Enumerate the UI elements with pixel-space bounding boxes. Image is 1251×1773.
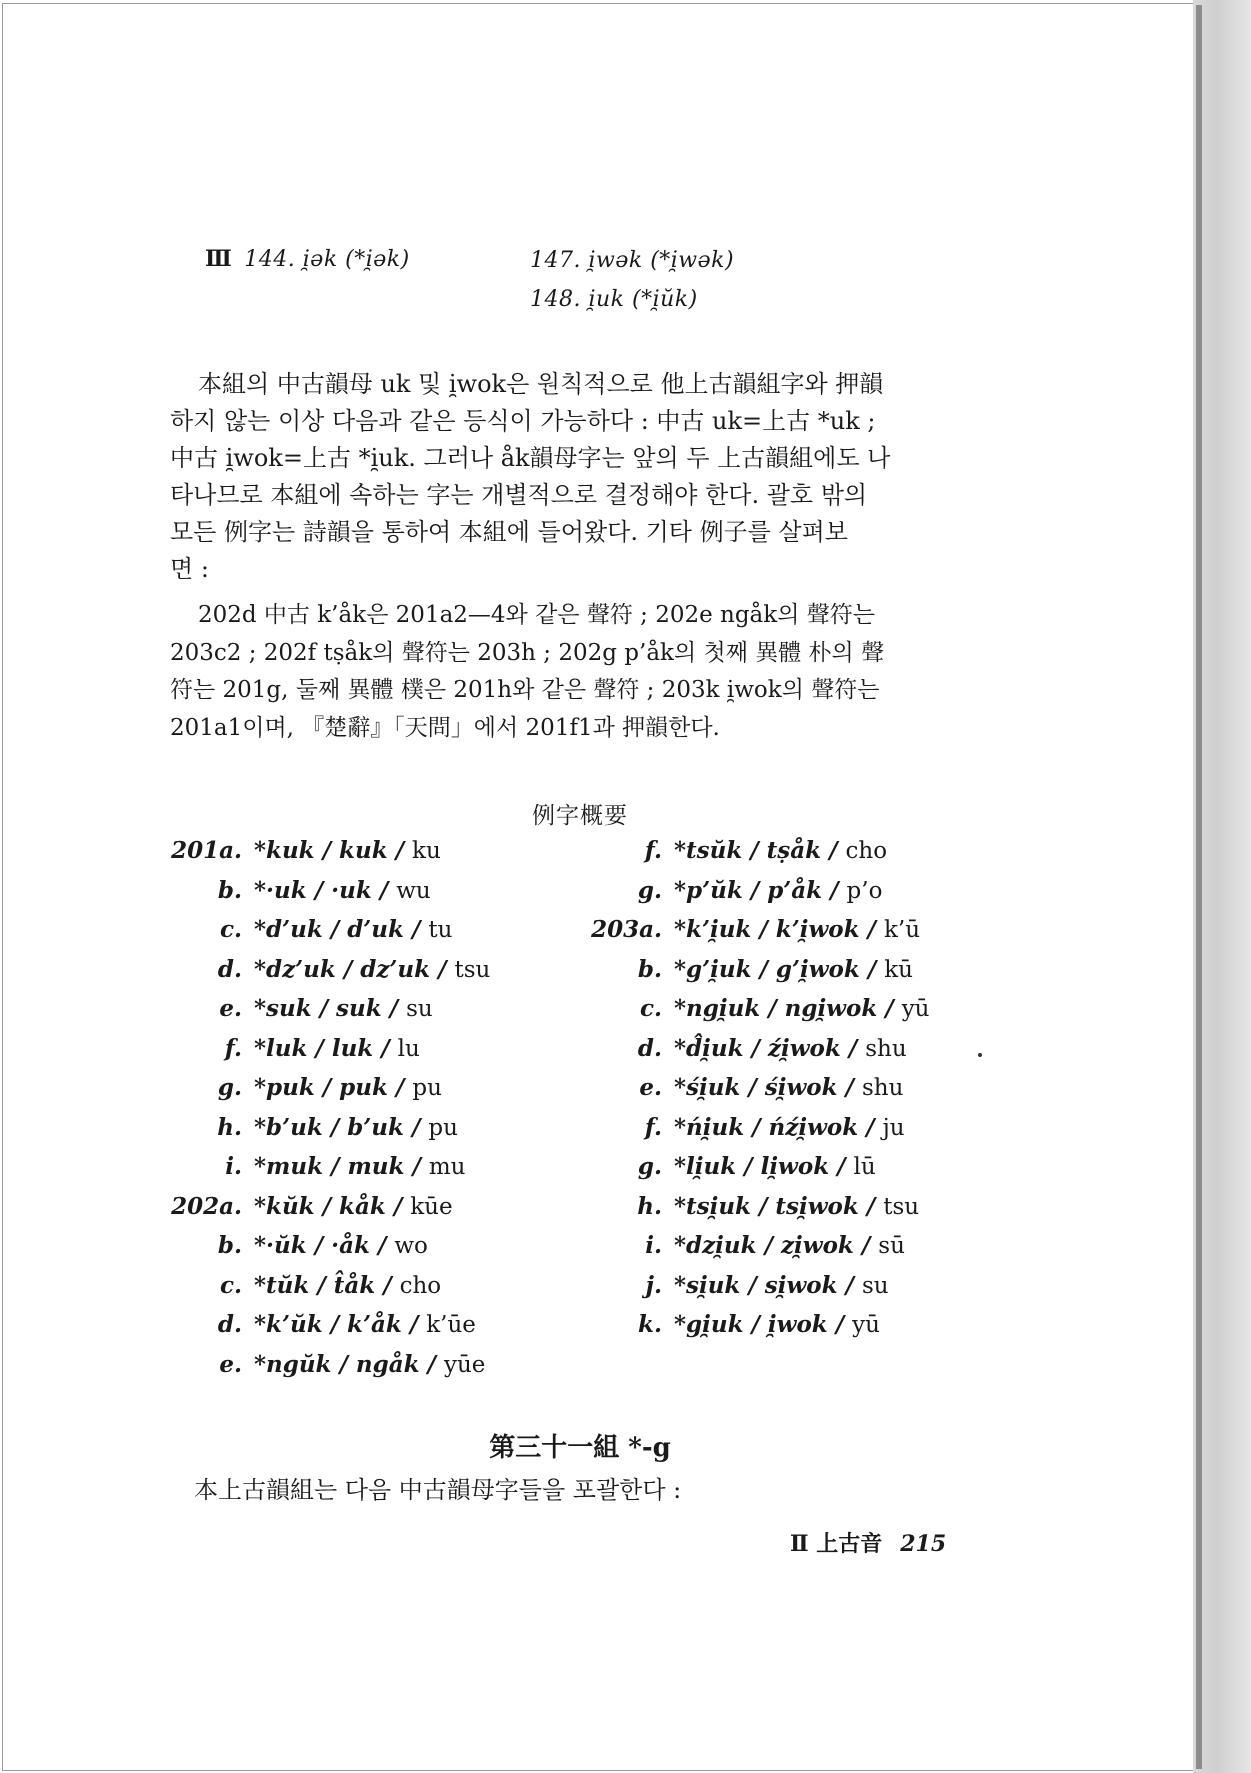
example-item: [580, 1068, 930, 1108]
example-modern-reading: yūe: [443, 1351, 486, 1378]
example-label: i.: [645, 1232, 662, 1259]
example-modern-reading: lu: [397, 1035, 420, 1062]
example-item: [160, 1226, 490, 1266]
example-modern-reading: yū: [901, 996, 930, 1022]
example-modern-reading: sū: [878, 1233, 905, 1259]
example-forms: *kuk / kuk /: [254, 837, 413, 864]
example-item: [580, 1029, 930, 1069]
example-label: b.: [217, 1232, 242, 1259]
paragraph-line: 타나므로 本組에 속하는 字는 개별적으로 결정해야 한다. 괄호 밖의: [170, 481, 868, 509]
example-item: [160, 1068, 490, 1108]
example-item: [160, 1187, 490, 1227]
example-forms: *kŭk / kåk /: [254, 1192, 411, 1220]
example-modern-reading: k’ū: [883, 917, 921, 943]
example-label: b.: [217, 876, 242, 904]
paragraph-notes: [170, 597, 986, 747]
example-forms: *·ŭk / ·åk /: [254, 1232, 395, 1259]
example-modern-reading: cho: [399, 1272, 442, 1299]
example-modern-reading: tu: [428, 917, 453, 943]
example-modern-reading: wu: [396, 877, 431, 904]
example-item: [580, 1187, 930, 1227]
example-forms: *k’ŭk / k’åk /: [254, 1311, 427, 1338]
example-forms: *·uk / ·uk /: [254, 876, 397, 904]
example-label: c.: [219, 916, 242, 943]
example-forms: *d’uk / d’uk /: [254, 916, 429, 943]
example-forms: *puk / puk /: [254, 1074, 413, 1101]
example-modern-reading: mu: [428, 1154, 466, 1180]
section-intro: 本上古韻組는 다음 中古韻母字들을 포괄한다 :: [194, 1476, 682, 1504]
example-forms: *ngŭk / ngåk /: [254, 1350, 444, 1378]
example-item: [580, 871, 930, 911]
example-modern-reading: su: [406, 996, 433, 1022]
example-forms: *dz’uk / dz’uk /: [254, 955, 455, 983]
example-forms: *gi̯uk / i̯wok /: [674, 1311, 853, 1338]
examples-title: 例字概要: [532, 803, 628, 829]
example-modern-reading: k’ūe: [426, 1312, 476, 1338]
example-forms: *tsŭk / tṣåk /: [674, 837, 846, 864]
example-label: 201a.: [171, 837, 242, 864]
example-modern-reading: wo: [394, 1233, 428, 1259]
example-modern-reading: pu: [428, 1114, 458, 1141]
example-item: [160, 1147, 490, 1187]
example-forms: *k’i̯uk / k’i̯wok /: [674, 916, 884, 943]
example-label: g.: [217, 1074, 242, 1101]
example-label: 203a.: [591, 916, 662, 943]
example-item: [580, 1108, 930, 1148]
paragraph-line: 하지 않는 이상 다음과 같은 등식이 가능하다 : 中古 uk=上古 *uk ;: [170, 407, 876, 435]
example-label: d.: [217, 1311, 242, 1338]
example-modern-reading: cho: [845, 838, 888, 864]
example-label: f.: [644, 1113, 662, 1141]
paragraph-line: 符는 201g, 둘째 異體 樸은 201h와 같은 聲符 ; 203k i̯wok의 聲符는: [170, 677, 880, 703]
example-label: k.: [638, 1311, 662, 1338]
paragraph-line: 모든 例字는 詩韻을 통하여 本組에 들어왔다. 기타 例子를 살펴보: [170, 518, 848, 546]
example-item: [580, 1147, 930, 1187]
example-modern-reading: tsu: [454, 956, 491, 983]
example-modern-reading: shu: [861, 1075, 904, 1101]
example-modern-reading: yū: [852, 1312, 880, 1338]
example-label: f.: [644, 837, 662, 864]
example-item: [580, 989, 930, 1029]
example-item: [160, 1266, 490, 1306]
example-item: [160, 1305, 490, 1345]
header-entry-148: 148. i̯uk (*i̯ŭk): [530, 287, 698, 312]
stray-mark: [978, 1053, 982, 1057]
example-item: [160, 831, 490, 871]
example-label: c.: [639, 995, 662, 1022]
example-forms: *g’i̯uk / g’i̯wok /: [674, 955, 885, 983]
example-label: f.: [224, 1034, 242, 1062]
example-modern-reading: lū: [853, 1154, 876, 1180]
examples-left-column: [160, 831, 490, 1384]
roman-numeral: Ⅲ: [205, 246, 233, 272]
paragraph-line: 면 :: [170, 555, 209, 583]
paragraph-line: 本組의 中古韻母 uk 및 i̯wok은 원칙적으로 他上古韻組字와 押韻: [198, 370, 884, 398]
example-label: e.: [639, 1074, 662, 1101]
example-modern-reading: pu: [412, 1075, 442, 1101]
example-item: [160, 1345, 490, 1385]
example-item: [160, 950, 490, 990]
example-forms: *luk / luk /: [254, 1034, 398, 1062]
example-modern-reading: kū: [884, 956, 913, 983]
example-modern-reading: shu: [865, 1035, 907, 1062]
example-label: g.: [637, 876, 662, 904]
example-label: b.: [637, 955, 662, 983]
example-forms: *li̯uk / li̯wok /: [674, 1153, 854, 1180]
example-label: d.: [217, 955, 242, 983]
header-entry-144: 144. i̯ək (*i̯ək): [244, 247, 410, 272]
example-item: [580, 1266, 930, 1306]
paragraph-line: 中古 i̯wok=上古 *i̯uk. 그러나 åk韻母字는 앞의 두 上古韻組에도 나: [170, 444, 891, 472]
example-forms: *muk / muk /: [254, 1153, 429, 1180]
example-forms: *d̂i̯uk / źi̯wok /: [674, 1034, 866, 1062]
example-label: h.: [637, 1192, 662, 1220]
example-label: h.: [217, 1113, 242, 1141]
example-forms: *ngi̯uk / ngi̯wok /: [674, 995, 902, 1022]
example-item: [160, 1029, 490, 1069]
example-forms: *b’uk / b’uk /: [254, 1113, 429, 1141]
example-item: [160, 1108, 490, 1148]
example-forms: *tsi̯uk / tsi̯wok /: [674, 1192, 884, 1220]
example-item: [580, 1226, 930, 1266]
example-modern-reading: ku: [412, 838, 441, 864]
example-item: [160, 910, 490, 950]
example-forms: *śi̯uk / śi̯wok /: [674, 1074, 862, 1101]
example-item: [580, 950, 930, 990]
example-label: e.: [219, 1350, 242, 1378]
example-label: c.: [219, 1271, 242, 1299]
example-forms: *suk / suk /: [254, 995, 407, 1022]
example-forms: *dzi̯uk / zi̯wok /: [674, 1232, 879, 1259]
example-label: j.: [645, 1271, 662, 1299]
page-footer: [790, 1527, 946, 1558]
paragraph-intro: [170, 366, 986, 588]
header-left: [205, 246, 410, 272]
footer-chapter: Ⅱ 上古音: [790, 1531, 883, 1557]
example-modern-reading: kūe: [410, 1193, 453, 1220]
example-item: [160, 989, 490, 1029]
example-forms: *tŭk / t̂åk /: [254, 1271, 400, 1299]
section-title: 第三十一組 *-g: [489, 1433, 671, 1463]
example-item: [580, 910, 930, 950]
example-label: d.: [637, 1034, 662, 1062]
example-forms: *ńi̯uk / ńźi̯wok /: [674, 1113, 883, 1141]
example-modern-reading: ju: [882, 1114, 905, 1141]
page-number: 215: [900, 1531, 947, 1557]
example-item: [580, 1305, 930, 1345]
example-label: g.: [637, 1153, 662, 1180]
example-forms: *si̯uk / si̯wok /: [674, 1271, 862, 1299]
page-spine: [1196, 5, 1202, 1769]
example-label: 202a.: [171, 1192, 242, 1220]
example-label: e.: [219, 995, 242, 1022]
example-item: [580, 831, 930, 871]
example-forms: *p’ŭk / p’åk /: [674, 876, 847, 904]
paragraph-line: 203c2 ; 202f tṣåk의 聲符는 203h ; 202g p’åk의 첫째 異體 朴의 聲: [170, 639, 885, 666]
paragraph-line: 201a1이며, 『楚辭』「天問」에서 201f1과 押韻한다.: [170, 714, 720, 741]
example-modern-reading: tsu: [883, 1193, 920, 1220]
example-label: i.: [225, 1153, 242, 1180]
example-modern-reading: p’o: [846, 877, 883, 904]
examples-right-column: [580, 831, 930, 1345]
example-item: [160, 871, 490, 911]
paragraph-line: 202d 中古 k’åk은 201a2—4와 같은 聲符 ; 202e ngåk의 聲符는: [198, 602, 875, 628]
example-modern-reading: su: [861, 1272, 889, 1299]
header-entry-147: 147. i̯wək (*i̯wək): [530, 248, 735, 273]
